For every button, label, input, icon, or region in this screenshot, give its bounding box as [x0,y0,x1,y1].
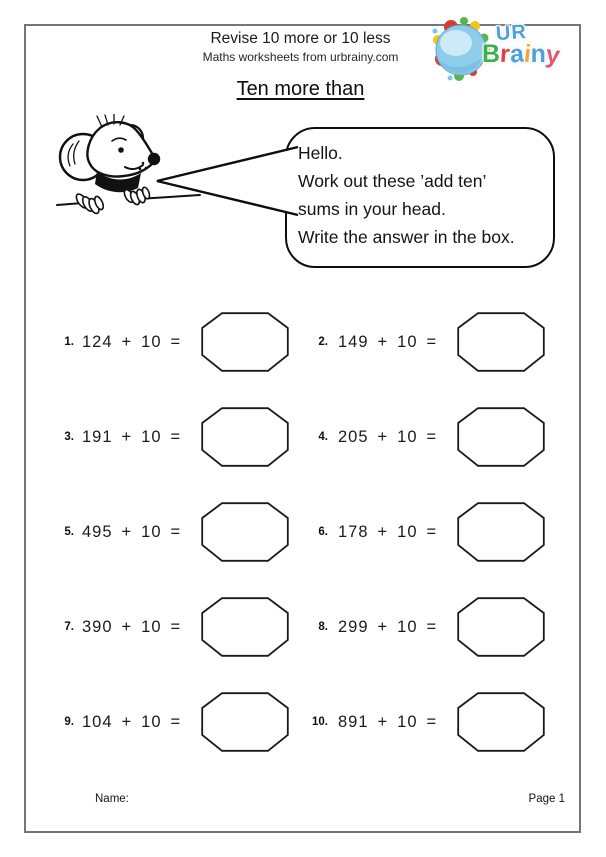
equals-sign: = [170,712,182,731]
problem-row-3 [50,407,289,467]
answer-box[interactable] [201,597,289,657]
problem-row-1 [50,312,289,372]
addend: 495 [82,522,113,541]
logo-letter-0: B [482,40,501,68]
plus-sign: + [121,522,133,541]
addend: 149 [338,332,369,351]
addend-ten: 10 [141,712,162,731]
addend: 891 [338,712,369,731]
plus-sign: + [377,427,389,446]
equals-sign: = [170,332,182,351]
urbrainy-logo [430,14,580,86]
addend: 104 [82,712,113,731]
answer-box[interactable] [457,312,545,372]
addend-ten: 10 [397,522,418,541]
problem-row-2 [302,312,545,372]
logo-letter-2: a [508,39,525,69]
problem-row-6 [302,502,545,562]
logo-text-ur: UR [495,20,528,46]
addend-ten: 10 [397,427,418,446]
problem-number: 4. [318,431,328,443]
equals-sign: = [170,617,182,636]
problem-row-4 [302,407,545,467]
addend: 205 [338,427,369,446]
problem-number: 1. [64,336,74,348]
problem-number: 6. [318,526,328,538]
addend: 390 [82,617,113,636]
addend-ten: 10 [141,332,162,351]
speech-bubble [285,127,555,268]
addend-ten: 10 [397,332,418,351]
equals-sign: = [426,427,438,446]
plus-sign: + [377,522,389,541]
speech-line: sums in your head. [298,199,446,219]
problem-row-8 [302,597,545,657]
addend: 124 [82,332,113,351]
plus-sign: + [377,332,389,351]
addend: 178 [338,522,369,541]
problem-row-9 [50,692,289,752]
answer-box[interactable] [457,692,545,752]
logo-letter-1: r [499,39,511,69]
speech-line: Work out these ’add ten’ [298,171,487,191]
addend-ten: 10 [141,427,162,446]
equals-sign: = [426,522,438,541]
name-label: Name: [95,793,129,805]
addend: 299 [338,617,369,636]
problem-number: 10. [312,716,328,728]
problem-number: 7. [64,621,74,633]
problem-row-10 [302,692,545,752]
answer-box[interactable] [201,502,289,562]
addend-ten: 10 [397,712,418,731]
problem-row-7 [50,597,289,657]
problem-number: 2. [318,336,328,348]
logo-text-brainy [482,40,560,69]
answer-box[interactable] [201,407,289,467]
equals-sign: = [426,617,438,636]
problem-row-5 [50,502,289,562]
speech-line: Write the answer in the box. [298,227,515,247]
answer-box[interactable] [457,502,545,562]
equals-sign: = [426,332,438,351]
problem-number: 5. [64,526,74,538]
speech-bubble-tail [150,140,300,225]
plus-sign: + [377,617,389,636]
logo-letter-4: n [530,40,546,68]
addend-ten: 10 [141,522,162,541]
worksheet-title: Ten more than [236,78,365,100]
page-number-label: Page 1 [528,793,565,805]
addend-ten: 10 [397,617,418,636]
addend-ten: 10 [141,617,162,636]
logo-letter-5: y [543,40,562,70]
problem-number: 9. [64,716,74,728]
answer-box[interactable] [201,692,289,752]
equals-sign: = [170,427,182,446]
plus-sign: + [121,617,133,636]
plus-sign: + [121,427,133,446]
plus-sign: + [121,712,133,731]
logo-letter-3: i [522,39,533,69]
addend: 191 [82,427,113,446]
speech-line: Hello. [298,143,343,163]
answer-box[interactable] [201,312,289,372]
plus-sign: + [121,332,133,351]
plus-sign: + [377,712,389,731]
header-subtitle: Maths worksheets from urbrainy.com [202,50,399,64]
equals-sign: = [426,712,438,731]
problem-number: 3. [64,431,74,443]
header-title: Revise 10 more or 10 less [210,30,391,47]
problem-number: 8. [318,621,328,633]
answer-box[interactable] [457,597,545,657]
equals-sign: = [170,522,182,541]
answer-box[interactable] [457,407,545,467]
